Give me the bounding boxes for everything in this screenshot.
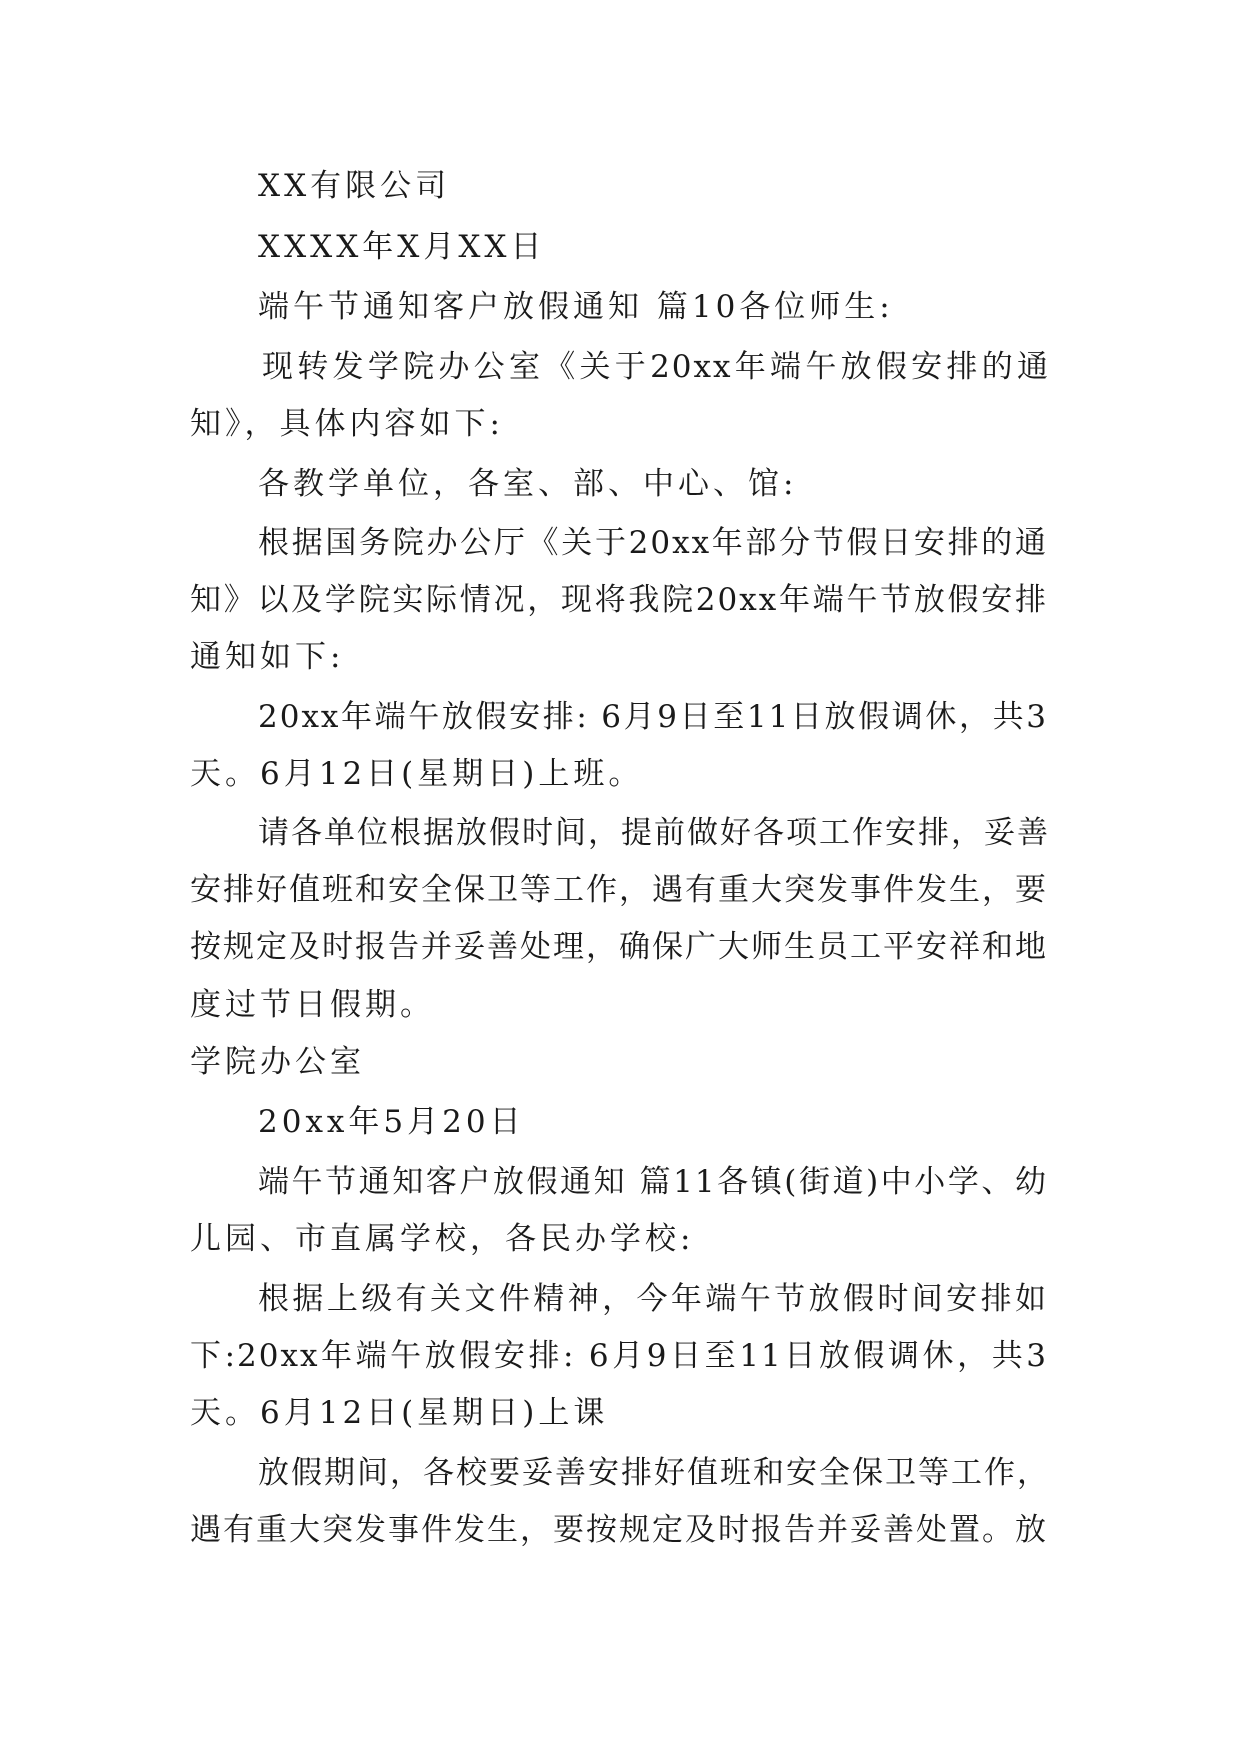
paragraph-line: 通知如下:: [190, 639, 345, 675]
paragraph-line: 遇有重大突发事件发生，要按规定及时报告并妥善处置。放: [190, 1512, 1048, 1548]
paragraph-line: 度过节日假期。: [190, 987, 435, 1023]
company-name: XX有限公司: [258, 168, 451, 204]
section-heading-11: 端午节通知客户放假通知 篇11各镇(街道)中小学、幼: [258, 1164, 1048, 1200]
section-heading-10: 端午节通知客户放假通知 篇10各位师生:: [258, 289, 894, 325]
paragraph-line: 20xx年端午放假安排: 6月9日至11日放假调休，共3: [258, 699, 1048, 735]
paragraph-line: 天。6月12日(星期日)上班。: [190, 756, 644, 792]
paragraph-line: 安排好值班和安全保卫等工作，遇有重大突发事件发生，要: [190, 872, 1048, 908]
signature-date: 20xx年5月20日: [258, 1104, 525, 1140]
paragraph-line: 根据上级有关文件精神，今年端午节放假时间安排如: [258, 1281, 1048, 1317]
paragraph-line: 天。6月12日(星期日)上课: [190, 1395, 609, 1431]
paragraph-line: 请各单位根据放假时间，提前做好各项工作安排，妥善: [258, 815, 1050, 851]
paragraph-line: 根据国务院办公厅《关于20xx年部分节假日安排的通: [258, 525, 1048, 561]
paragraph-line: 按规定及时报告并妥善处理，确保广大师生员工平安祥和地: [190, 929, 1048, 965]
paragraph-line: 知》以及学院实际情况，现将我院20xx年端午节放假安排: [190, 582, 1048, 618]
paragraph-line: 各教学单位，各室、部、中心、馆:: [258, 466, 798, 502]
date-line: XXXX年X月XX日: [258, 229, 546, 265]
paragraph-line: 现转发学院办公室《关于20xx年端午放假安排的通: [262, 349, 1050, 385]
paragraph-line: 儿园、市直属学校，各民办学校:: [190, 1221, 695, 1257]
signature-office: 学院办公室: [190, 1044, 365, 1080]
paragraph-line: 放假期间，各校要妥善安排好值班和安全保卫等工作，: [258, 1455, 1050, 1491]
paragraph-line: 下:20xx年端午放假安排: 6月9日至11日放假调休，共3: [190, 1338, 1048, 1374]
paragraph-line: 知》，具体内容如下:: [190, 406, 504, 442]
